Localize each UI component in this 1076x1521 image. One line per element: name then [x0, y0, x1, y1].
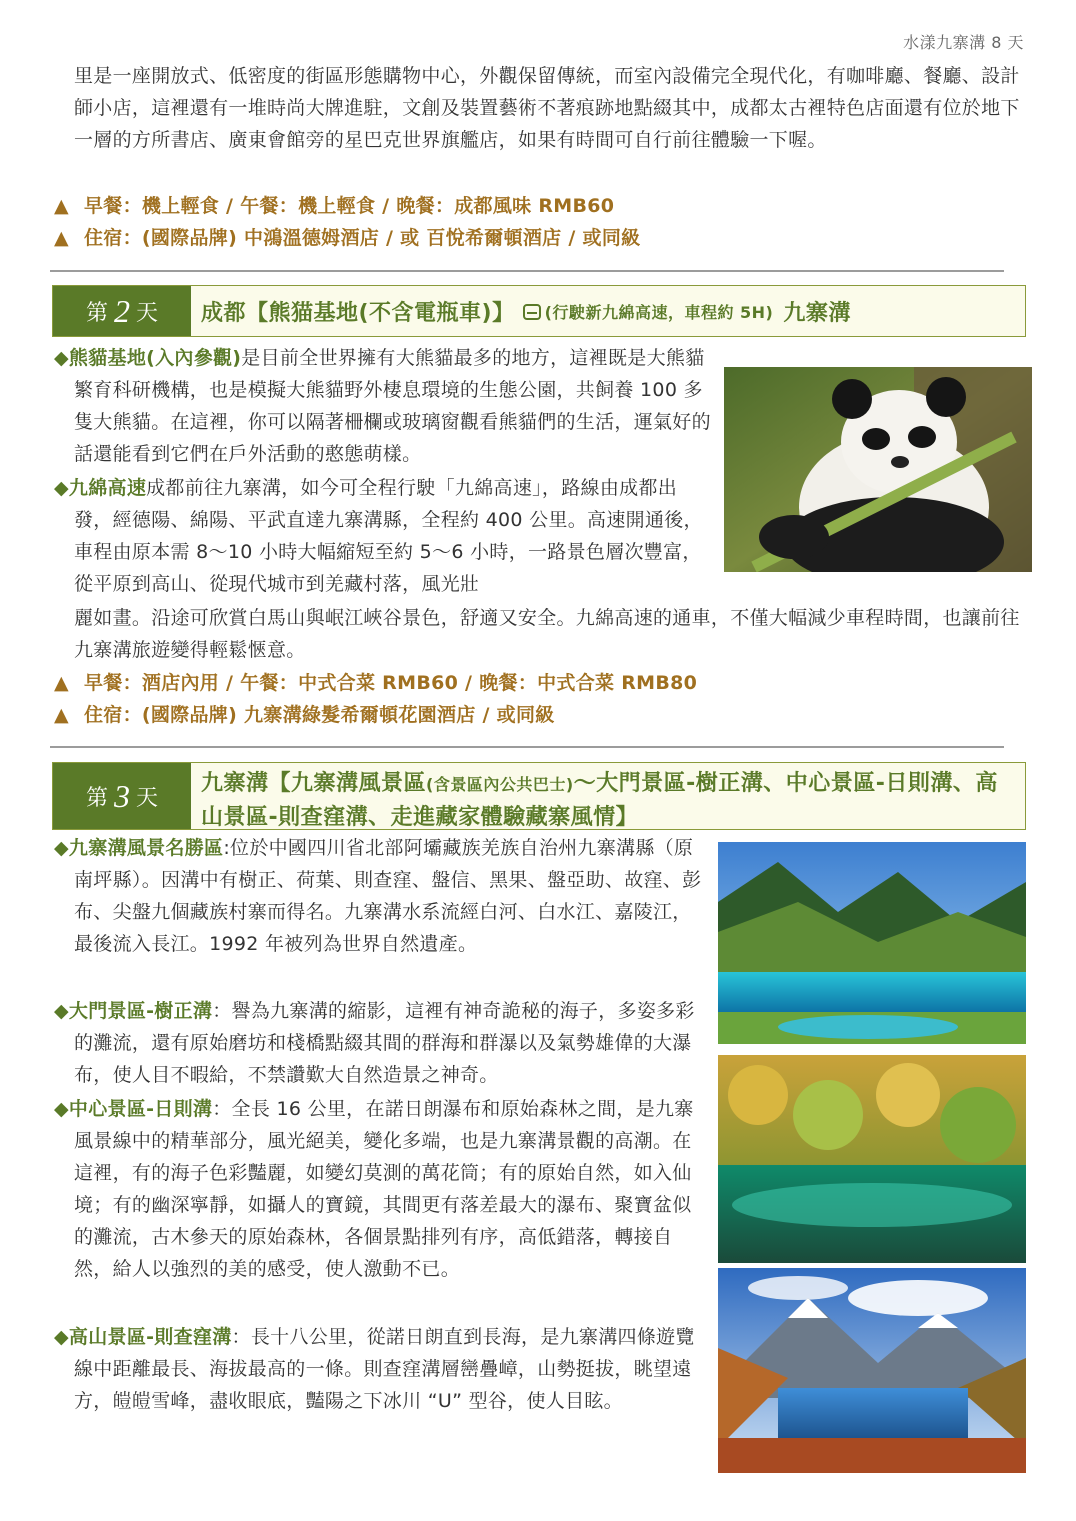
triangle-icon: ▲: [54, 227, 69, 249]
day2-number: 2: [114, 292, 130, 329]
day3-zechawa-paragraph: [54, 1321, 704, 1417]
day2-header: [52, 285, 1026, 337]
lake-photo-2: [718, 1055, 1026, 1263]
day3-shuzheng-paragraph: [54, 995, 704, 1091]
day3-suffix: 天: [136, 785, 159, 811]
intro-hotel: [54, 222, 640, 254]
day2-prefix: 第: [85, 300, 108, 326]
page-header: 水漾九寨溝 8 天: [903, 33, 1024, 52]
intro-hotel-text: 住宿：(國際品牌) 中鴻溫德姆酒店 / 或 百悅希爾頓酒店 / 或同級: [84, 227, 641, 249]
day3-jiuzhai-head: 九寨溝風景名勝區: [68, 837, 224, 859]
triangle-icon: ▲: [54, 704, 69, 726]
day2-highway-text: 成都前往九寨溝，如今可全程行駛「九綿高速」，路線由成都出發，經德陽、綿陽、平武直達九寨溝縣，全程約 400 公里。高速開通後，車程由原本需 8～10 小時大幅縮短至約 5～6 小時，一路景色層次豐富，從平原到高山、從現代城市到羌藏村落，風光壯: [74, 477, 703, 595]
day3-zechawa-head: 高山景區-則查窪溝: [68, 1326, 232, 1348]
day3-jiuzhai-text: :位於中國四川省北部阿壩藏族羌族自治州九寨溝縣（原南坪縣）。因溝中有樹正、荷葉、則查窪、盤信、黑果、盤亞助、故窪、彭布、尖盤九個藏族村寨而得名。九寨溝水系流經白河、白水江、嘉陵江，最後流入長江。1992 年被列為世界自然遺產。: [74, 837, 702, 955]
panda-photo: [724, 367, 1032, 572]
day2-highway-continued: 麗如畫。沿途可欣賞白馬山與岷江峽谷景色，舒適又安全。九綿高速的通車，不僅大幅減少車程時間，也讓前往九寨溝旅遊變得輕鬆愜意。: [74, 607, 1020, 661]
day3-jiuzhai-paragraph: [54, 832, 704, 960]
day3-rize-paragraph: [54, 1093, 704, 1285]
day2-meals-text: 早餐：酒店內用 / 午餐：中式合菜 RMB60 / 晚餐：中式合菜 RMB80: [84, 672, 698, 694]
day3-prefix: 第: [85, 785, 108, 811]
day2-title: [201, 286, 1015, 336]
day2-panda-text: 是目前全世界擁有大熊貓最多的地方，這裡既是大熊貓繁育科研機構，也是模擬大熊貓野外棲息環境的生態公園，共飼養 100 多隻大熊貓。在這裡，你可以隔著柵欄或玻璃窗觀看熊貓們的生活，運氣好的話還能看到它們在戶外活動的憨態萌樣。: [74, 347, 711, 465]
day2-suffix: 天: [136, 300, 159, 326]
bullet-icon: ◆: [54, 477, 69, 499]
day3-title: [201, 763, 1015, 829]
triangle-icon: ▲: [54, 195, 69, 217]
intro-meals: [54, 190, 614, 222]
day2-meals: [54, 667, 697, 699]
divider: [50, 270, 1004, 272]
day2-highway-paragraph: [54, 472, 712, 600]
day2-badge: [53, 286, 191, 336]
bullet-icon: ◆: [54, 1326, 69, 1348]
day2-panda-paragraph: [54, 342, 712, 470]
day3-rize-text: ：全長 16 公里，在諾日朗瀑布和原始森林之間，是九寨風景線中的精華部分，風光絕美，變化多端，也是九寨溝景觀的高潮。在這裡，有的海子色彩豔麗，如變幻莫測的萬花筒；有的原始自然，如入仙境；有的幽深寧靜，如攝人的寶鏡，其間更有落差最大的瀑布、聚寶盆似的灘流，古木參天的原始森林，各個景點排列有序，高低錯落，轉接自然，給人以強烈的美的感受，使人激動不已。: [74, 1098, 694, 1280]
bullet-icon: ◆: [54, 837, 69, 859]
triangle-icon: ▲: [54, 672, 69, 694]
day3-title-a: 九寨溝【九寨溝風景區: [201, 771, 427, 796]
day3-shuzheng-head: 大門景區-樹正溝: [68, 1000, 213, 1022]
day3-header: [52, 762, 1026, 830]
bus-icon: [523, 304, 541, 320]
day2-hotel: [54, 699, 555, 731]
bullet-icon: ◆: [54, 1098, 69, 1120]
day2-title-b: 九寨溝: [783, 300, 851, 326]
day3-title-small: (含景區內公共巴士): [426, 775, 574, 794]
intro-paragraph: 里是一座開放式、低密度的街區形態購物中心，外觀保留傳統，而室內設備完全現代化，有咖啡廳、餐廳、設計師小店，這裡還有一堆時尚大牌進駐，文創及裝置藝術不著痕跡地點綴其中，成都太古裡特色店面還有位於地下一層的方所書店、廣東會館旁的星巴克世界旗艦店，如果有時間可自行前往體驗一下喔。: [74, 65, 1020, 151]
bullet-icon: ◆: [54, 1000, 69, 1022]
day2-title-a: 成都【熊猫基地(不含電瓶車)】: [201, 300, 515, 326]
day3-shuzheng-text: ：譽為九寨溝的縮影，這裡有神奇詭秘的海子，多姿多彩的灘流，還有原始磨坊和棧橋點綴其間的群海和群瀑以及氣勢雄偉的大瀑布，使人目不暇給，不禁讚歎大自然造景之神奇。: [74, 1000, 695, 1086]
day2-panda-head: 熊貓基地(入內參觀): [68, 347, 242, 369]
day2-hotel-text: 住宿：(國際品牌) 九寨溝綠髮希爾頓花園酒店 / 或同級: [84, 704, 555, 726]
divider: [50, 746, 1004, 748]
day3-zechawa-text: ：長十八公里，從諾日朗直到長海，是九寨溝四條遊覽線中距離最長、海拔最高的一條。則查窪溝層巒疊嶂，山勢挺拔，眺望遠方，皚皚雪峰，盡收眼底，豔陽之下冰川 “U” 型谷，使人目眩。: [74, 1326, 695, 1412]
bullet-icon: ◆: [54, 347, 69, 369]
intro-meals-text: 早餐：機上輕食 / 午餐：機上輕食 / 晚餐：成都風味 RMB60: [84, 195, 615, 217]
day2-highway-head: 九綿高速: [68, 477, 147, 499]
day3-number: 3: [114, 777, 130, 814]
day3-title-b: ～大門景區-樹正溝、中心景區-日則溝、高山景區-則查窪溝、走進藏家體驗藏寨風情】: [201, 771, 998, 830]
day3-badge: [53, 763, 191, 829]
day2-title-small: (行駛新九綿高速，車程約 5H): [544, 302, 774, 322]
lake-photo-1: [718, 842, 1026, 1044]
lake-photo-3: [718, 1268, 1026, 1473]
day3-rize-head: 中心景區-日則溝: [68, 1098, 213, 1120]
